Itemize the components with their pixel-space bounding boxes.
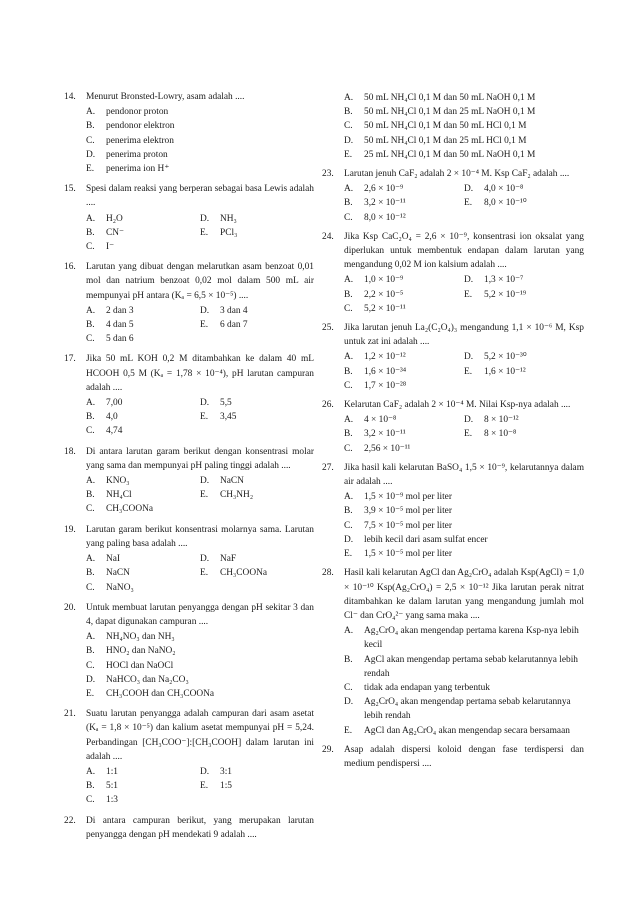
answer-option[interactable] <box>86 502 200 516</box>
option-text: 1:1 <box>106 766 118 777</box>
option-text: 6 dan 7 <box>220 320 248 331</box>
option-letter: D. <box>464 352 474 363</box>
option-letter: C. <box>344 443 353 454</box>
option-letter: B. <box>344 107 353 118</box>
option-letter: B. <box>86 320 95 331</box>
answer-option[interactable] <box>344 724 584 738</box>
option-text: pendonor elektron <box>106 121 175 132</box>
answer-option[interactable] <box>86 410 200 424</box>
answer-option[interactable] <box>344 288 464 302</box>
answer-option[interactable] <box>464 413 584 427</box>
option-text: 8 × 10⁻¹² <box>484 415 519 426</box>
answer-options <box>86 552 314 595</box>
answer-option[interactable] <box>344 624 584 652</box>
option-letter: B. <box>86 568 95 579</box>
question-number: 14. <box>64 92 76 102</box>
question-number: 19. <box>64 524 76 535</box>
option-text: 1,6 × 10⁻³⁴ <box>364 366 407 377</box>
question-item <box>322 91 584 162</box>
answer-option[interactable] <box>344 519 584 533</box>
option-letter: D. <box>464 415 474 426</box>
answer-option[interactable] <box>344 134 584 148</box>
question-number: 16. <box>64 262 76 273</box>
option-text: 1,5 × 10⁻⁵ mol per liter <box>364 549 452 560</box>
option-letter: B. <box>344 198 353 209</box>
option-letter: A. <box>344 184 354 195</box>
answer-option[interactable] <box>86 552 200 566</box>
question-item <box>64 707 314 807</box>
answer-option[interactable] <box>344 119 584 133</box>
answer-option[interactable] <box>344 302 464 316</box>
option-letter: A. <box>344 93 354 103</box>
question-number: 25. <box>322 323 334 334</box>
option-text: NaNO₃ <box>106 582 134 593</box>
answer-option[interactable] <box>200 226 314 240</box>
option-text: I⁻ <box>106 242 115 253</box>
option-letter: D. <box>464 275 474 286</box>
option-text: 4 × 10⁻⁸ <box>364 415 397 426</box>
option-letter: D. <box>200 476 210 487</box>
option-text: CH₃COONa <box>106 504 154 515</box>
answer-option[interactable] <box>464 365 584 379</box>
option-letter: D. <box>344 697 354 708</box>
answer-options <box>344 490 584 561</box>
question-number: 15. <box>64 184 76 195</box>
option-letter: D. <box>200 213 210 224</box>
option-letter: C. <box>86 334 95 345</box>
option-letter: E. <box>200 568 209 579</box>
answer-option[interactable] <box>464 288 584 302</box>
answer-option[interactable] <box>86 240 200 254</box>
option-letter: B. <box>86 646 95 657</box>
answer-options <box>86 304 314 347</box>
option-text: KNO₃ <box>106 476 130 487</box>
option-text: 4,0 <box>106 412 118 423</box>
question-text: Jika Ksp CaC₂O₄ = 2,6 × 10⁻⁹, konsentrasi ion oksalat yang diperlukan untuk membentuk endapan dalam larutan yang mengandung 0,02 M ion kalsium adalah .... <box>344 231 584 271</box>
option-text: Ag₂CrO₄ akan mengendap pertama sebab kelarutannya lebih rendah <box>364 697 571 722</box>
option-letter: B. <box>86 227 95 238</box>
option-letter: E. <box>344 149 353 160</box>
option-text: penerima proton <box>106 149 168 160</box>
answer-option[interactable] <box>200 488 314 502</box>
question-text: Larutan garam berikut konsentrasi molarnya sama. Larutan yang paling basa adalah .... <box>86 524 314 549</box>
option-text: NaI <box>106 554 121 565</box>
answer-option[interactable] <box>86 105 314 119</box>
option-text: AgCl akan mengendap pertama sebab kelarutannya lebih rendah <box>364 654 578 679</box>
option-text: pendonor proton <box>106 107 169 118</box>
option-letter: B. <box>86 490 95 501</box>
answer-option[interactable] <box>86 318 200 332</box>
option-letter: D. <box>344 135 354 146</box>
question-text: Larutan jenuh CaF₂ adalah 2 × 10⁻⁴ M. Ksp CaF₂ adalah .... <box>344 169 570 180</box>
question-item <box>64 814 314 842</box>
answer-option[interactable] <box>200 474 314 488</box>
option-letter: C. <box>86 135 95 146</box>
answer-option[interactable] <box>86 673 314 687</box>
answer-option[interactable] <box>200 410 314 424</box>
option-text: CN⁻ <box>106 227 124 238</box>
option-letter: E. <box>86 688 95 699</box>
option-text: NaCN <box>220 476 244 487</box>
answer-option[interactable] <box>86 474 200 488</box>
option-letter: A. <box>344 492 354 503</box>
option-text: 1,6 × 10⁻¹² <box>484 366 526 377</box>
answer-option[interactable] <box>344 148 584 162</box>
option-letter: D. <box>200 398 210 409</box>
option-text: NH₃ <box>220 213 237 224</box>
answer-option[interactable] <box>86 779 200 793</box>
option-text: 5 dan 6 <box>106 334 134 345</box>
option-text: 3,9 × 10⁻⁵ mol per liter <box>364 506 452 517</box>
question-text: Jika 50 mL KOH 0,2 M ditambahkan ke dalam 40 mL HCOOH 0,5 M (Kₐ = 1,78 × 10⁻⁴), pH larutan campuran adalah .... <box>86 354 314 393</box>
option-text: 5,2 × 10⁻³⁰ <box>484 352 527 363</box>
option-letter: E. <box>200 781 209 792</box>
answer-option[interactable] <box>86 793 200 807</box>
option-text: 25 mL NH₄Cl 0,1 M dan 50 mL NaOH 0,1 M <box>364 149 536 160</box>
answer-options <box>344 91 584 162</box>
option-text: 5,5 <box>220 398 232 409</box>
question-number: 18. <box>64 446 76 457</box>
option-letter: B. <box>86 412 95 423</box>
question-number: 26. <box>322 400 334 411</box>
option-letter: A. <box>86 632 96 643</box>
answer-option[interactable] <box>86 566 200 580</box>
answer-option[interactable] <box>86 488 200 502</box>
answer-option[interactable] <box>344 91 584 105</box>
option-text: 3,45 <box>220 412 237 423</box>
option-letter: E. <box>200 227 209 238</box>
answer-options <box>344 182 584 225</box>
option-text: 4 dan 5 <box>106 320 134 331</box>
option-text: Ag₂CrO₄ akan mengendap pertama karena Ksp-nya lebih kecil <box>364 626 579 651</box>
answer-option[interactable] <box>86 687 314 701</box>
option-text: 1,2 × 10⁻¹² <box>364 352 406 363</box>
option-letter: C. <box>344 520 353 531</box>
option-text: 8,0 × 10⁻¹² <box>364 212 406 223</box>
answer-option[interactable] <box>344 681 584 695</box>
question-number: 24. <box>322 231 334 242</box>
question-text: Spesi dalam reaksi yang berperan sebagai basa Lewis adalah .... <box>86 184 314 209</box>
option-text: NH₄Cl <box>106 490 132 501</box>
option-letter: B. <box>344 429 353 440</box>
answer-option[interactable] <box>344 105 584 119</box>
question-item <box>64 182 314 254</box>
option-text: HOCl dan NaOCl <box>106 660 174 671</box>
option-letter: B. <box>86 121 95 132</box>
answer-option[interactable] <box>344 196 464 210</box>
option-letter: D. <box>200 305 210 316</box>
answer-options <box>86 212 314 255</box>
option-letter: E. <box>464 289 473 300</box>
option-letter: C. <box>86 242 95 253</box>
answer-option[interactable] <box>200 212 314 226</box>
option-text: 5,2 × 10⁻¹¹ <box>364 303 406 314</box>
option-letter: D. <box>200 554 210 565</box>
answer-option[interactable] <box>200 765 314 779</box>
answer-option[interactable] <box>200 318 314 332</box>
question-number: 17. <box>64 354 76 365</box>
option-letter: B. <box>344 366 353 377</box>
option-text: CH₃NH₂ <box>220 490 254 501</box>
answer-option[interactable] <box>344 695 584 723</box>
question-item <box>64 601 314 701</box>
question-item <box>322 398 584 456</box>
question-number: 29. <box>322 744 334 755</box>
answer-option[interactable] <box>344 182 464 196</box>
option-letter: C. <box>344 682 353 693</box>
option-letter: C. <box>86 795 95 806</box>
answer-option[interactable] <box>86 765 200 779</box>
option-text: 1:5 <box>220 781 232 792</box>
question-item <box>322 566 584 737</box>
right-column <box>322 90 584 776</box>
option-letter: E. <box>464 366 473 377</box>
option-text: 2 dan 3 <box>106 305 134 316</box>
option-text: 4,0 × 10⁻⁸ <box>484 184 524 195</box>
answer-options <box>344 273 584 316</box>
option-letter: D. <box>200 766 210 777</box>
option-text: 3 dan 4 <box>220 305 248 316</box>
answer-option[interactable] <box>86 162 314 176</box>
option-text: 7,00 <box>106 398 123 409</box>
option-text: 5:1 <box>106 781 118 792</box>
option-text: NaHCO₃ dan Na₂CO₃ <box>106 674 189 685</box>
answer-option[interactable] <box>86 630 314 644</box>
answer-option[interactable] <box>464 273 584 287</box>
option-letter: A. <box>344 626 354 637</box>
option-text: 2,56 × 10⁻¹¹ <box>364 443 411 454</box>
option-letter: B. <box>86 781 95 792</box>
option-letter: C. <box>86 504 95 515</box>
answer-option[interactable] <box>344 504 584 518</box>
answer-options <box>86 396 314 439</box>
answer-options <box>344 350 584 393</box>
left-column <box>64 90 314 848</box>
answer-option[interactable] <box>344 442 464 456</box>
answer-option[interactable] <box>464 350 584 364</box>
question-number: 20. <box>64 602 76 613</box>
option-text: 1,0 × 10⁻⁹ <box>364 275 404 286</box>
answer-option[interactable] <box>86 332 200 346</box>
answer-option[interactable] <box>344 533 584 547</box>
answer-option[interactable] <box>86 304 200 318</box>
question-text: Asap adalah dispersi koloid dengan fase terdispersi dan medium pendispersi .... <box>344 744 584 769</box>
question-number: 27. <box>322 462 334 473</box>
option-letter: E. <box>86 164 95 175</box>
option-text: 1,3 × 10⁻⁷ <box>484 275 524 286</box>
option-letter: A. <box>86 305 96 316</box>
option-letter: A. <box>344 352 354 363</box>
option-text: 1:3 <box>106 795 118 806</box>
question-item <box>64 260 314 346</box>
option-letter: C. <box>344 212 353 223</box>
question-item <box>322 461 584 561</box>
option-letter: A. <box>86 213 96 224</box>
option-text: tidak ada endapan yang terbentuk <box>364 682 490 693</box>
option-letter: C. <box>344 121 353 132</box>
question-text: Jika hasil kali kelarutan BaSO₄ 1,5 × 10⁻⁹, kelarutannya dalam air adalah .... <box>344 462 584 488</box>
answer-option[interactable] <box>344 427 464 441</box>
answer-option[interactable] <box>200 566 314 580</box>
option-letter: E. <box>200 412 209 423</box>
answer-option[interactable] <box>200 779 314 793</box>
option-text: penerima ion H⁺ <box>106 164 170 175</box>
question-item <box>64 445 314 517</box>
option-text: H₂O <box>106 213 123 224</box>
option-letter: D. <box>464 184 474 195</box>
option-text: 2,2 × 10⁻⁵ <box>364 289 404 300</box>
option-text: lebih kecil dari asam sulfat encer <box>364 534 488 545</box>
option-letter: A. <box>86 554 96 565</box>
option-text: penerima elektron <box>106 135 174 146</box>
question-text: Jika larutan jenuh La₂(C₂O₄)₃ mengandung 1,1 × 10⁻⁶ M, Ksp untuk zat ini adalah .... <box>344 323 584 348</box>
question-item <box>64 352 314 438</box>
option-letter: E. <box>200 320 209 331</box>
question-text: Untuk membuat larutan penyangga dengan pH sekitar 3 dan 4, dapat digunakan campuran .... <box>86 602 314 627</box>
option-letter: E. <box>464 198 473 209</box>
answer-option[interactable] <box>464 427 584 441</box>
option-letter: E. <box>344 725 353 736</box>
answer-options <box>86 630 314 701</box>
option-text: HNO₂ dan NaNO₂ <box>106 646 176 657</box>
answer-options <box>344 413 584 456</box>
option-text: 3,2 × 10⁻¹¹ <box>364 198 406 209</box>
question-text: Suatu larutan penyangga adalah campuran dari asam asetat (Kₐ = 1,8 × 10⁻⁵) dan kalium asetat mempunyai pH = 5,24. Perbandingan [CH₃COO⁻]:[CH₃COOH] dalam larutan ini adalah .... <box>86 709 314 762</box>
option-text: 1,5 × 10⁻⁹ mol per liter <box>364 492 452 503</box>
answer-options <box>86 474 314 517</box>
option-letter: B. <box>344 289 353 300</box>
answer-option[interactable] <box>86 226 200 240</box>
answer-option[interactable] <box>344 653 584 681</box>
option-text: 50 mL NH₄Cl 0,1 M dan 50 mL HCl 0,1 M <box>364 121 527 132</box>
option-text: AgCl dan Ag₂CrO₄ akan mengendap secara bersamaan <box>364 725 570 736</box>
answer-options <box>344 624 584 738</box>
question-item <box>322 743 584 771</box>
answer-option[interactable] <box>200 552 314 566</box>
question-text: Menurut Bronsted-Lowry, asam adalah .... <box>86 92 245 102</box>
answer-option[interactable] <box>464 196 584 210</box>
option-letter: E. <box>344 549 353 560</box>
answer-option[interactable] <box>344 379 464 393</box>
answer-options <box>86 105 314 176</box>
option-letter: C. <box>86 582 95 593</box>
answer-option[interactable] <box>344 273 464 287</box>
answer-option[interactable] <box>200 396 314 410</box>
question-item <box>322 167 584 225</box>
option-text: CH₃COONa <box>220 568 268 579</box>
option-letter: A. <box>344 415 354 426</box>
answer-option[interactable] <box>86 396 200 410</box>
answer-option[interactable] <box>86 581 200 595</box>
option-letter: A. <box>344 275 354 286</box>
option-letter: D. <box>86 674 96 685</box>
answer-option[interactable] <box>86 424 200 438</box>
question-text: Di antara larutan garam berikut dengan konsentrasi molar yang sama dan mempunyai pH paling tinggi adalah .... <box>86 446 314 471</box>
option-letter: A. <box>86 107 96 118</box>
answer-option[interactable] <box>344 413 464 427</box>
option-letter: C. <box>86 660 95 671</box>
answer-option[interactable] <box>200 304 314 318</box>
answer-option[interactable] <box>344 365 464 379</box>
question-item <box>322 321 584 393</box>
option-letter: E. <box>464 429 473 440</box>
answer-option[interactable] <box>344 350 464 364</box>
question-number: 23. <box>322 169 334 180</box>
option-letter: D. <box>344 534 354 545</box>
answer-option[interactable] <box>344 211 464 225</box>
answer-option[interactable] <box>86 119 314 133</box>
question-number: 21. <box>64 709 76 720</box>
answer-option[interactable] <box>86 212 200 226</box>
question-item <box>64 523 314 595</box>
option-text: 7,5 × 10⁻⁵ mol per liter <box>364 520 452 531</box>
option-letter: A. <box>86 398 96 409</box>
answer-option[interactable] <box>86 148 314 162</box>
answer-options <box>86 765 314 808</box>
option-letter: D. <box>86 149 96 160</box>
question-text: Larutan yang dibuat dengan melarutkan asam benzoat 0,01 mol dan natrium benzoat 0,02 mol dalam 500 mL air mempunyai pH antara (Kₐ = 6,5 × 10⁻⁵) .... <box>86 262 314 301</box>
option-text: PCl₃ <box>220 227 238 238</box>
answer-option[interactable] <box>344 490 584 504</box>
option-text: 1,7 × 10⁻²⁸ <box>364 380 407 391</box>
answer-option[interactable] <box>86 134 314 148</box>
option-text: 8,0 × 10⁻¹⁰ <box>484 198 527 209</box>
option-letter: E. <box>200 490 209 501</box>
question-number: 28. <box>322 568 334 579</box>
option-letter: C. <box>86 426 95 437</box>
option-text: 3:1 <box>220 766 232 777</box>
option-text: NaCN <box>106 568 130 579</box>
option-letter: B. <box>344 654 353 665</box>
question-number: 22. <box>64 815 76 826</box>
option-letter: A. <box>86 476 96 487</box>
answer-option[interactable] <box>344 547 584 561</box>
option-text: 8 × 10⁻⁸ <box>484 429 517 440</box>
question-text: Hasil kali kelarutan AgCl dan Ag₂CrO₄ adalah Ksp(AgCl) = 1,0 × 10⁻¹⁰ Ksp(Ag₂CrO₄) = 2,5 × 10⁻¹² Jika larutan perak nitrat ditambahkan ke dalam larutan yang mengandung jumlah mol Cl⁻ dan CrO₄²⁻ yang sama maka .... <box>344 568 584 621</box>
option-text: 50 mL NH₄Cl 0,1 M dan 25 mL HCl 0,1 M <box>364 135 527 146</box>
option-text: 50 mL NH₄Cl 0,1 M dan 25 mL NaOH 0,1 M <box>364 107 536 118</box>
option-text: 50 mL NH₄Cl 0,1 M dan 50 mL NaOH 0,1 M <box>364 93 536 103</box>
answer-option[interactable] <box>86 659 314 673</box>
question-text: Di antara campuran berikut, yang merupakan larutan penyangga dengan pH mendekati 9 adalah .... <box>86 815 314 840</box>
answer-option[interactable] <box>86 644 314 658</box>
option-text: 2,6 × 10⁻⁹ <box>364 184 404 195</box>
question-text: Kelarutan CaF₂ adalah 2 × 10⁻⁴ M. Nilai Ksp-nya adalah .... <box>344 400 571 411</box>
question-item <box>322 230 584 316</box>
option-text: NH₄NO₃ dan NH₃ <box>106 632 175 643</box>
option-letter: A. <box>86 766 96 777</box>
option-letter: C. <box>344 303 353 314</box>
option-letter: B. <box>344 506 353 517</box>
answer-option[interactable] <box>464 182 584 196</box>
option-text: 5,2 × 10⁻¹⁹ <box>484 289 527 300</box>
question-item <box>64 90 314 176</box>
option-text: 3,2 × 10⁻¹¹ <box>364 429 406 440</box>
option-text: 4,74 <box>106 426 123 437</box>
option-text: NaF <box>220 554 237 565</box>
option-text: CH₃COOH dan CH₃COONa <box>106 688 215 699</box>
option-letter: C. <box>344 380 353 391</box>
